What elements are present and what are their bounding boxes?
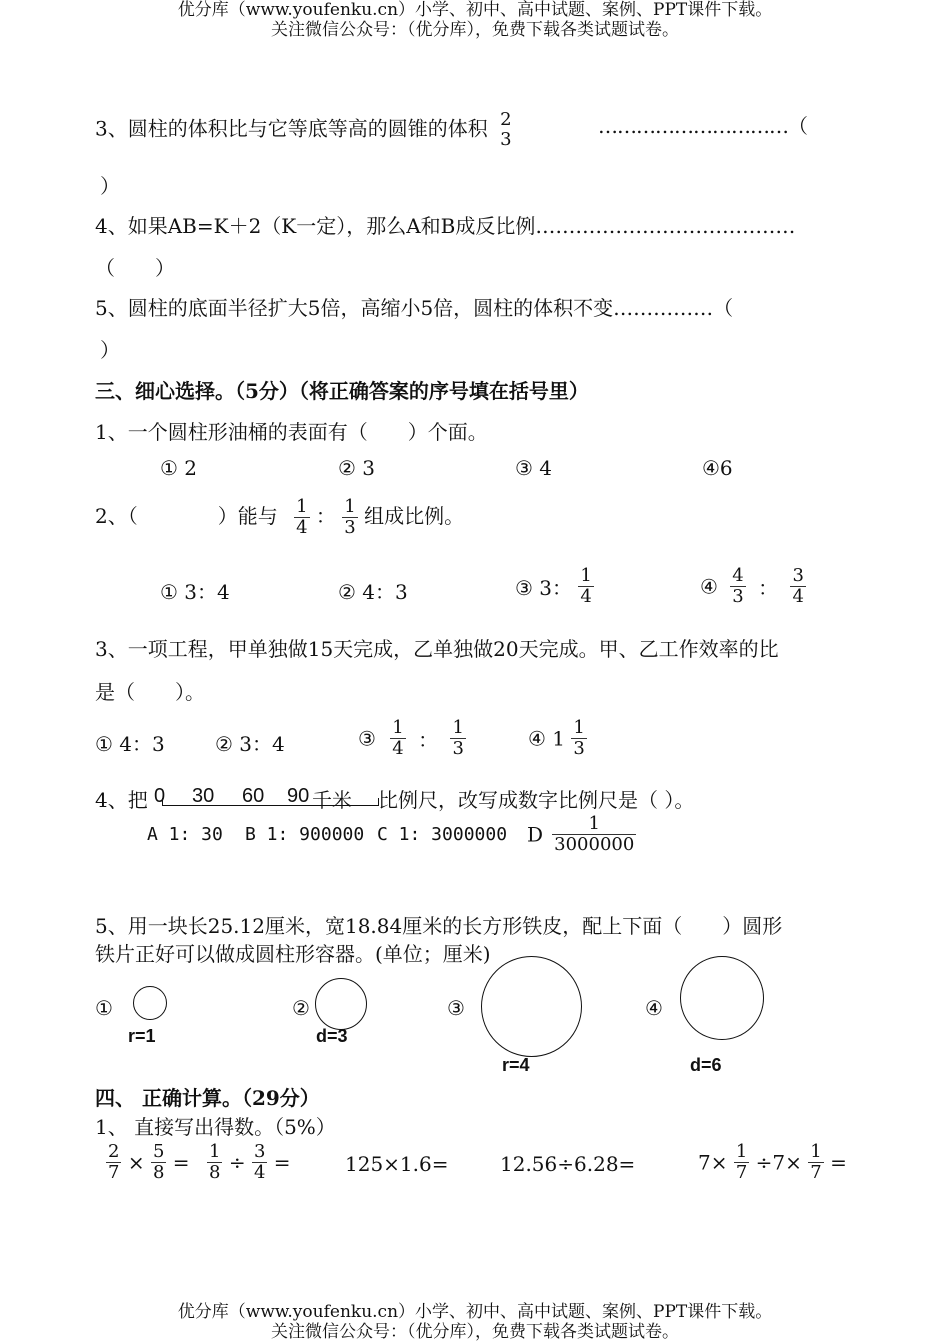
s3-q2-fraction-1: $\frac{1}{4}$ xyxy=(296,496,308,538)
label-r4: r=4 xyxy=(502,1055,530,1075)
s3-q1-option-1: ① 2 xyxy=(160,456,198,480)
circle-d6 xyxy=(680,956,764,1040)
s3-q2-fraction-2: $\frac{1}{3}$ xyxy=(344,496,356,538)
circle-r1 xyxy=(133,986,167,1020)
s3-q3-option-2: ② 3：4 xyxy=(215,732,285,756)
s3-q2: 2、（ ）能与 $\frac{1}{4}$ ： $\frac{1}{3}$ 组成比例。 xyxy=(95,496,465,538)
s3-q4-option-a: A 1: 30 xyxy=(147,824,223,845)
circle-r4 xyxy=(481,956,582,1057)
s3-q5-line-1: 5、用一块长25.12厘米，宽18.84厘米的长方形铁皮，配上下面（ ）圆形 xyxy=(95,914,783,938)
s3-q3-option-1: ① 4：3 xyxy=(95,732,165,756)
label-d6: d=6 xyxy=(690,1055,722,1075)
label-d3: d=3 xyxy=(316,1026,348,1046)
footer-line-1: 优分库（www.youfenku.cn）小学、初中、高中试题、案例、PPT课件下载。 xyxy=(177,1302,773,1322)
judge-q5: 5、圆柱的底面半径扩大5倍，高缩小5倍，圆柱的体积不变……………（ xyxy=(95,296,734,320)
judge-q5-close: ） xyxy=(100,338,120,362)
s3-q1-option-3: ③ 4 xyxy=(515,456,553,480)
s3-q1-option-4: ④6 xyxy=(702,456,733,480)
s3-q4-option-b: B 1: 900000 xyxy=(245,824,365,845)
label-r1: r=1 xyxy=(128,1026,156,1046)
s3-q2-option-4: ④ $\frac{4}{3}$ ： $\frac{3}{4}$ xyxy=(700,565,804,607)
calc-3: 125×1.6= xyxy=(345,1152,449,1176)
s3-q2-option-3: ③ 3： $\frac{1}{4}$ xyxy=(515,565,592,607)
s3-q4-option-d: D $\frac{1}{3000000}$ xyxy=(527,813,635,855)
judge-q3-close: ） xyxy=(100,174,120,198)
s3-q2-option-1: ① 3：4 xyxy=(160,580,230,604)
s4-q1-text: 1、 直接写出得数。（5%） xyxy=(95,1115,336,1139)
s3-q4-option-c: C 1: 3000000 xyxy=(377,824,508,845)
s3-q4-prefix: 4、把 xyxy=(95,788,148,812)
judge-q3-dots: …………………………（ xyxy=(598,114,807,138)
s3-q5-option-3: ③ xyxy=(447,996,465,1020)
judge-q3 xyxy=(95,110,514,150)
footer-line-2: 关注微信公众号：（优分库），免费下载各类试题试卷。 xyxy=(271,1322,679,1342)
header-line-1: 优分库（www.youfenku.cn）小学、初中、高中试题、案例、PPT课件下载。 xyxy=(177,0,773,20)
circle-d3 xyxy=(315,978,367,1030)
section3-title: 三、细心选择。（5分）（将正确答案的序号填在括号里） xyxy=(95,379,589,403)
scale-bar: 0 30 60 90 千米 xyxy=(152,782,378,808)
s3-q3-line-2: 是（ ）。 xyxy=(95,680,205,704)
s3-q5-option-2: ② xyxy=(292,996,310,1020)
judge-q3-fraction: 2 3 xyxy=(500,109,512,150)
s3-q5-line-2: 铁片正好可以做成圆柱形容器。(单位；厘米) xyxy=(95,942,491,966)
calc-2: $\frac{1}{8}$ ÷ $\frac{3}{4}$ = xyxy=(209,1141,291,1183)
s3-q3-option-4: ④ 1 $\frac{1}{3}$ xyxy=(528,717,585,759)
s3-q1-option-2: ② 3 xyxy=(338,456,376,480)
s3-q3-option-3: ③ $\frac{1}{4}$ ： $\frac{1}{3}$ xyxy=(358,717,464,759)
header-line-2: 关注微信公众号：（优分库），免费下载各类试题试卷。 xyxy=(271,20,679,40)
s3-q5-option-1: ① xyxy=(95,996,113,1020)
s3-q1-text: 1、一个圆柱形油桶的表面有（ ）个面。 xyxy=(95,420,488,444)
s3-q2-option-2: ② 4：3 xyxy=(338,580,408,604)
s3-q5-option-4: ④ xyxy=(645,996,663,1020)
s3-q3-line-1: 3、一项工程，甲单独做15天完成，乙单独做20天完成。甲、乙工作效率的比 xyxy=(95,637,779,661)
s3-q4-suffix: 比例尺，改写成数字比例尺是（ ）。 xyxy=(378,788,695,812)
calc-5: 7× $\frac{1}{7}$ ÷7× $\frac{1}{7}$ = xyxy=(698,1141,847,1183)
calc-1: $\frac{2}{7}$ × $\frac{5}{8}$ = xyxy=(108,1141,190,1183)
judge-q4: 4、如果AB=K＋2（K一定），那么A和B成反比例………………………………… xyxy=(95,214,796,238)
judge-q4-paren: （ ） xyxy=(95,256,175,280)
calc-4: 12.56÷6.28= xyxy=(500,1152,636,1176)
judge-q3-text: 3、圆柱的体积比与它等底等高的圆锥的体积 xyxy=(95,116,488,141)
section4-title: 四、 正确计算。（29分） xyxy=(95,1086,320,1110)
